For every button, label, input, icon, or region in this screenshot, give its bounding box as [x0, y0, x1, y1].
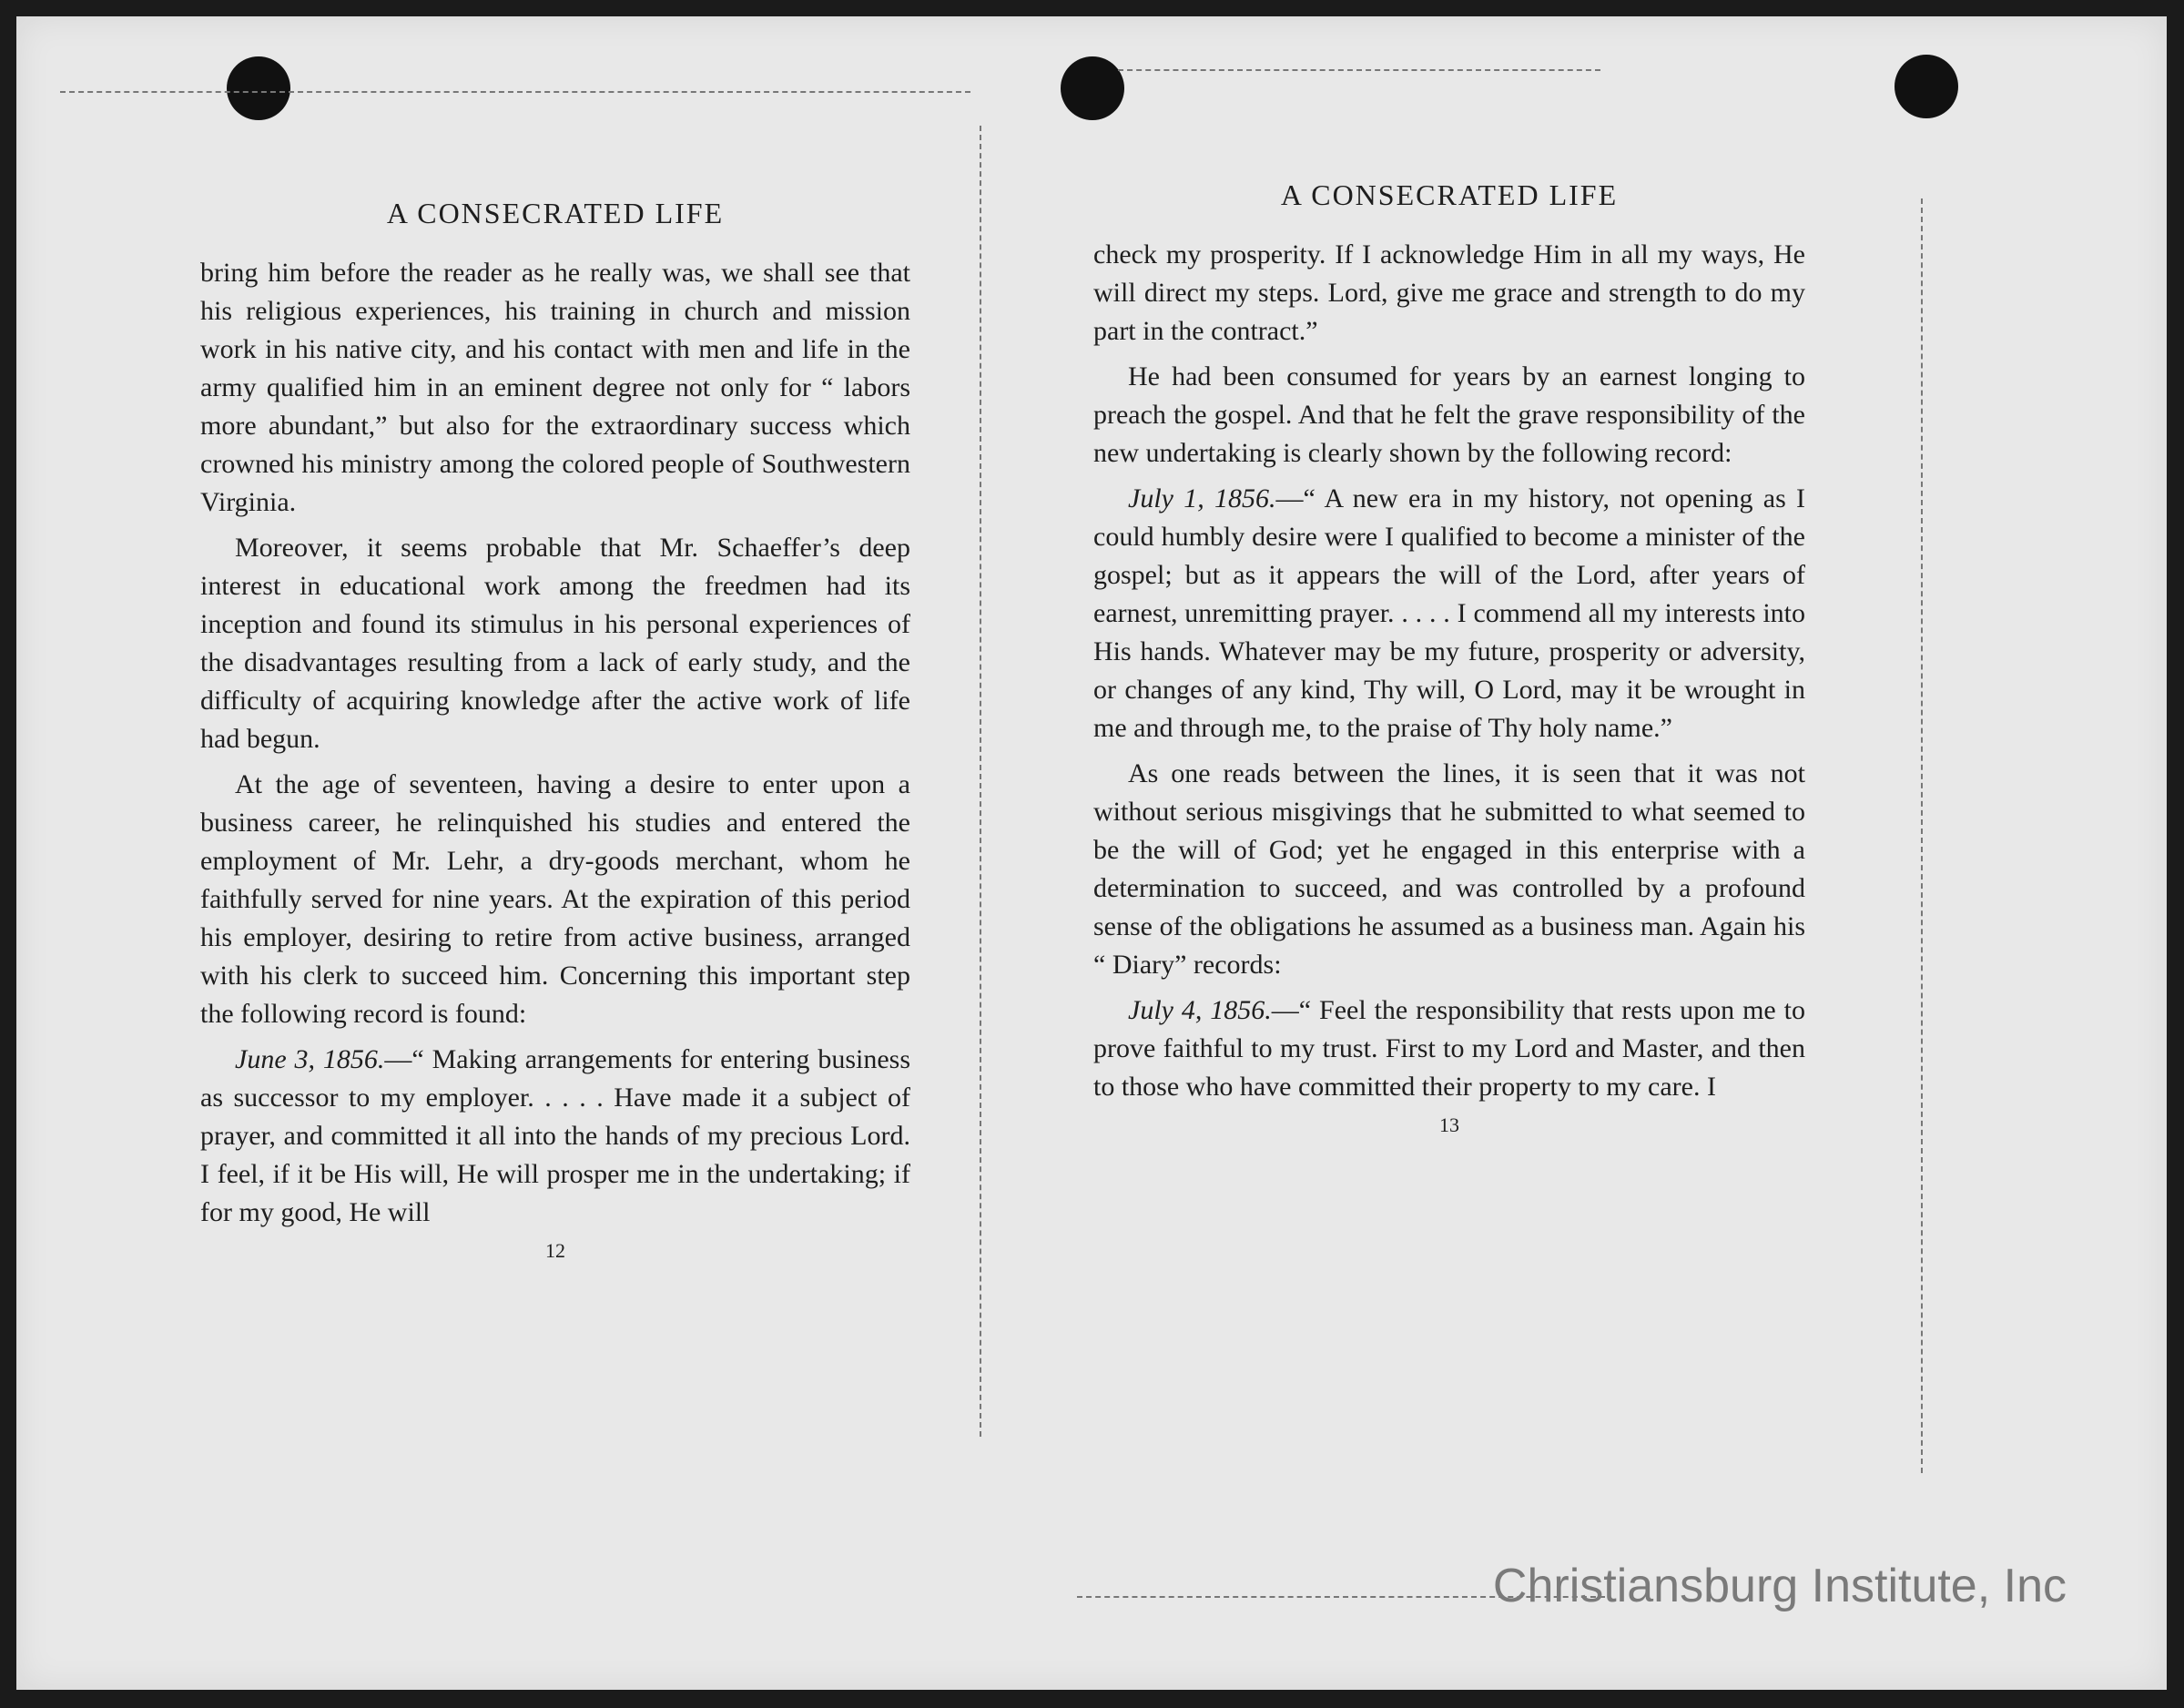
paragraph: bring him before the reader as he really was, we shall see that his religious experiences, his training in church and mission work in his native city, and his contact with men and life in the army qualified him in an eminent degree not only for “ labors more abundant,” but also for the extraordinary success which crowned his ministry among the colored people of Southwestern Virginia. — [200, 258, 910, 517]
running-head-left: A CONSECRATED LIFE — [386, 197, 725, 229]
page-number-left: 12 — [545, 1239, 565, 1262]
punch-hole-center — [1061, 56, 1124, 120]
right-page-body — [1093, 236, 1805, 1106]
entry-date: July 4, 1856. — [1128, 995, 1272, 1025]
paragraph: check my prosperity. If I acknowledge Him in all my ways, He will direct my steps. Lord, give me grace and strength to do my part in the contract.” — [1093, 239, 1805, 346]
punch-hole-left — [227, 56, 290, 120]
right-page — [1093, 178, 1805, 1137]
paragraph: At the age of seventeen, having a desire to enter upon a business career, he relinquished his studies and entered the employment of Mr. Lehr, a dry-goods merchant, whom he faithfully served for nine years. At the expiration of this period his employer, desiring to retire from active business, arranged with his clerk to succeed him. Concerning this important step the following record is found: — [200, 769, 910, 1029]
entry-text: —“ Making arrangements for entering business as successor to my employer. . . . . Have made it a subject of prayer, and committed it all into the hands of my precious Lord. I feel, if it be His will, He will prosper me in the undertaking; if for my good, He will — [200, 1044, 910, 1227]
diary-entry — [1093, 991, 1805, 1106]
page-gutter-line — [980, 126, 981, 1437]
page-number-right: 13 — [1439, 1113, 1459, 1136]
running-head-right: A CONSECRATED LIFE — [1280, 178, 1619, 211]
cut-line-top-left — [60, 91, 970, 93]
diary-entry — [1093, 480, 1805, 747]
left-page — [200, 197, 910, 1263]
right-margin-line — [1921, 198, 1923, 1473]
entry-date: July 1, 1856. — [1128, 483, 1276, 513]
left-page-body — [200, 254, 910, 1232]
entry-text: —“ Feel the responsibility that rests upon me to prove faithful to my trust. First to my Lord and Master, and then to those who have committed their property to my care. I — [1093, 995, 1805, 1102]
watermark-text: Christiansburg Institute, Inc — [1492, 1560, 2067, 1612]
paragraph: Moreover, it seems probable that Mr. Schaeffer’s deep interest in educational work among the freedmen had its inception and found its stimulus in his personal experiences of the disadvantages resulting from a lack of early study, and the difficulty of acquiring knowledge after the active work of life had begun. — [200, 533, 910, 754]
entry-date: June 3, 1856. — [235, 1044, 385, 1074]
diary-entry — [200, 1041, 910, 1232]
punch-hole-right — [1894, 55, 1958, 118]
cut-line-top-right — [1118, 69, 1600, 71]
entry-text: —“ A new era in my history, not opening as I could humbly desire were I qualified to become a minister of the gospel; but as it appears the will of the Lord, after years of earnest, unremitting prayer. . . . . I commend all my interests into His hands. Whatever may be my future, prosperity or adversity, or changes of any kind, Thy will, O Lord, may it be wrought in me and through me, to the praise of Thy holy name.” — [1093, 483, 1806, 743]
scanned-sheet — [16, 16, 2167, 1690]
paragraph: As one reads between the lines, it is seen that it was not without serious misgivings that he submitted to what seemed to be the will of God; yet he engaged in this enterprise with a determination to succeed, and was controlled by a profound sense of the obligations he assumed as a business man. Again his “ Diary” records: — [1093, 758, 1805, 980]
paragraph: He had been consumed for years by an earnest longing to preach the gospel. And that he felt the grave responsibility of the new undertaking is clearly shown by the following record: — [1093, 361, 1805, 468]
